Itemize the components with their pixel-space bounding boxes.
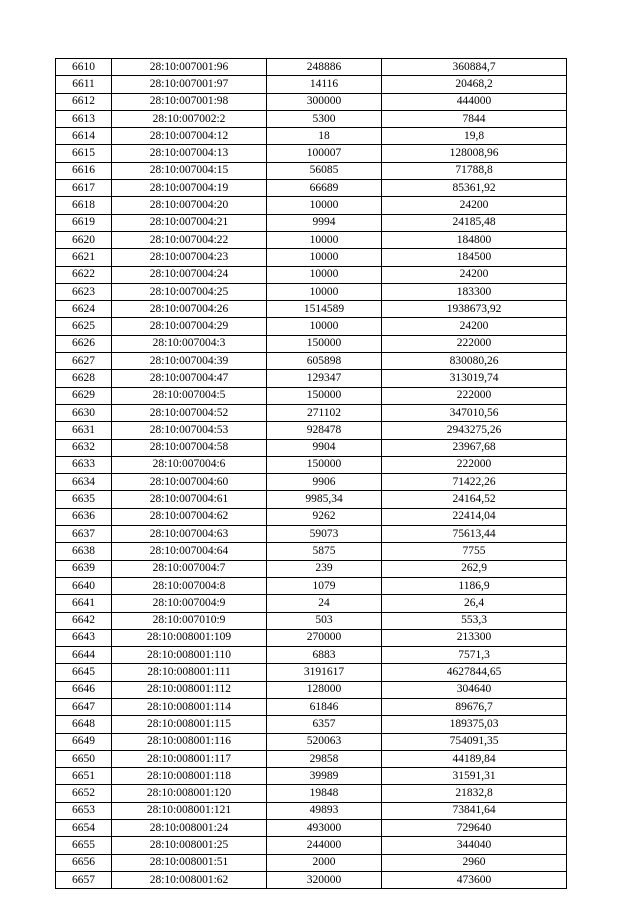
row-number-cell: 6629 (56, 387, 112, 404)
table-row (56, 820, 567, 837)
cadastral-number-cell: 28:10:008001:110 (112, 647, 267, 664)
table-row (56, 214, 567, 231)
value-cell: 24200 (382, 197, 567, 214)
row-number-cell: 6621 (56, 249, 112, 266)
cadastral-number-cell: 28:10:007010:9 (112, 612, 267, 629)
value-cell: 4627844,65 (382, 664, 567, 681)
area-cell: 18 (267, 128, 382, 145)
cadastral-number-cell: 28:10:007004:61 (112, 491, 267, 508)
area-cell: 49893 (267, 802, 382, 819)
row-number-cell: 6634 (56, 474, 112, 491)
table-row (56, 854, 567, 871)
row-number-cell: 6643 (56, 629, 112, 646)
cadastral-number-cell: 28:10:008001:109 (112, 629, 267, 646)
value-cell: 89676,7 (382, 698, 567, 715)
cadastral-number-cell: 28:10:008001:116 (112, 733, 267, 750)
row-number-cell: 6610 (56, 59, 112, 76)
table-row (56, 456, 567, 473)
table-row (56, 301, 567, 318)
table-row (56, 543, 567, 560)
table-row (56, 871, 567, 888)
area-cell: 150000 (267, 387, 382, 404)
value-cell: 183300 (382, 283, 567, 300)
area-cell: 150000 (267, 456, 382, 473)
area-cell: 928478 (267, 422, 382, 439)
area-cell: 10000 (267, 197, 382, 214)
value-cell: 313019,74 (382, 370, 567, 387)
cadastral-number-cell: 28:10:007004:21 (112, 214, 267, 231)
cadastral-number-cell: 28:10:008001:118 (112, 768, 267, 785)
area-cell: 3191617 (267, 664, 382, 681)
value-cell: 830080,26 (382, 353, 567, 370)
cadastral-number-cell: 28:10:007004:12 (112, 128, 267, 145)
table-row (56, 162, 567, 179)
value-cell: 24185,48 (382, 214, 567, 231)
table-row (56, 698, 567, 715)
value-cell: 2943275,26 (382, 422, 567, 439)
area-cell: 6357 (267, 716, 382, 733)
area-cell: 5875 (267, 543, 382, 560)
value-cell: 729640 (382, 820, 567, 837)
row-number-cell: 6616 (56, 162, 112, 179)
row-number-cell: 6617 (56, 180, 112, 197)
table-body (56, 59, 567, 889)
row-number-cell: 6655 (56, 837, 112, 854)
value-cell: 24164,52 (382, 491, 567, 508)
value-cell: 24200 (382, 266, 567, 283)
area-cell: 10000 (267, 231, 382, 248)
table-row (56, 802, 567, 819)
cadastral-number-cell: 28:10:008001:24 (112, 820, 267, 837)
row-number-cell: 6628 (56, 370, 112, 387)
value-cell: 2960 (382, 854, 567, 871)
area-cell: 605898 (267, 353, 382, 370)
value-cell: 222000 (382, 387, 567, 404)
value-cell: 85361,92 (382, 180, 567, 197)
value-cell: 22414,04 (382, 508, 567, 525)
value-cell: 20468,2 (382, 76, 567, 93)
value-cell: 553,3 (382, 612, 567, 629)
value-cell: 222000 (382, 456, 567, 473)
area-cell: 24 (267, 595, 382, 612)
cadastral-number-cell: 28:10:007004:15 (112, 162, 267, 179)
value-cell: 19,8 (382, 128, 567, 145)
row-number-cell: 6622 (56, 266, 112, 283)
row-number-cell: 6652 (56, 785, 112, 802)
value-cell: 189375,03 (382, 716, 567, 733)
value-cell: 1938673,92 (382, 301, 567, 318)
table-row (56, 785, 567, 802)
area-cell: 9906 (267, 474, 382, 491)
table-row (56, 612, 567, 629)
table-row (56, 526, 567, 543)
area-cell: 520063 (267, 733, 382, 750)
cadastral-number-cell: 28:10:007004:5 (112, 387, 267, 404)
area-cell: 239 (267, 560, 382, 577)
table-row (56, 76, 567, 93)
row-number-cell: 6646 (56, 681, 112, 698)
value-cell: 73841,64 (382, 802, 567, 819)
value-cell: 344040 (382, 837, 567, 854)
table-row (56, 335, 567, 352)
row-number-cell: 6611 (56, 76, 112, 93)
cadastral-number-cell: 28:10:008001:112 (112, 681, 267, 698)
row-number-cell: 6623 (56, 283, 112, 300)
cadastral-number-cell: 28:10:008001:121 (112, 802, 267, 819)
cadastral-number-cell: 28:10:007004:39 (112, 353, 267, 370)
value-cell: 23967,68 (382, 439, 567, 456)
table-row (56, 283, 567, 300)
table-row (56, 318, 567, 335)
cadastral-number-cell: 28:10:007004:60 (112, 474, 267, 491)
cadastral-number-cell: 28:10:007004:6 (112, 456, 267, 473)
value-cell: 213300 (382, 629, 567, 646)
table-row (56, 474, 567, 491)
table-row (56, 681, 567, 698)
value-cell: 7844 (382, 110, 567, 127)
row-number-cell: 6644 (56, 647, 112, 664)
table-row (56, 768, 567, 785)
cadastral-number-cell: 28:10:008001:51 (112, 854, 267, 871)
row-number-cell: 6657 (56, 871, 112, 888)
value-cell: 21832,8 (382, 785, 567, 802)
cadastral-number-cell: 28:10:007004:7 (112, 560, 267, 577)
data-table (55, 58, 567, 889)
row-number-cell: 6613 (56, 110, 112, 127)
cadastral-number-cell: 28:10:007004:8 (112, 577, 267, 594)
row-number-cell: 6651 (56, 768, 112, 785)
area-cell: 1514589 (267, 301, 382, 318)
cadastral-number-cell: 28:10:007004:13 (112, 145, 267, 162)
area-cell: 128000 (267, 681, 382, 698)
cadastral-number-cell: 28:10:007004:58 (112, 439, 267, 456)
table-row (56, 145, 567, 162)
value-cell: 44189,84 (382, 750, 567, 767)
table-row (56, 750, 567, 767)
cadastral-number-cell: 28:10:008001:120 (112, 785, 267, 802)
table-row (56, 733, 567, 750)
table-row (56, 439, 567, 456)
value-cell: 444000 (382, 93, 567, 110)
cadastral-number-cell: 28:10:007001:96 (112, 59, 267, 76)
row-number-cell: 6649 (56, 733, 112, 750)
cadastral-number-cell: 28:10:008001:117 (112, 750, 267, 767)
area-cell: 10000 (267, 283, 382, 300)
row-number-cell: 6618 (56, 197, 112, 214)
value-cell: 473600 (382, 871, 567, 888)
row-number-cell: 6638 (56, 543, 112, 560)
row-number-cell: 6639 (56, 560, 112, 577)
cadastral-number-cell: 28:10:007004:19 (112, 180, 267, 197)
cadastral-number-cell: 28:10:007004:24 (112, 266, 267, 283)
table-row (56, 629, 567, 646)
cadastral-number-cell: 28:10:007004:47 (112, 370, 267, 387)
cadastral-number-cell: 28:10:008001:114 (112, 698, 267, 715)
area-cell: 10000 (267, 249, 382, 266)
area-cell: 100007 (267, 145, 382, 162)
area-cell: 19848 (267, 785, 382, 802)
table-row (56, 197, 567, 214)
value-cell: 71788,8 (382, 162, 567, 179)
table-row (56, 837, 567, 854)
area-cell: 10000 (267, 266, 382, 283)
table-row (56, 110, 567, 127)
cadastral-number-cell: 28:10:007004:26 (112, 301, 267, 318)
row-number-cell: 6636 (56, 508, 112, 525)
cadastral-number-cell: 28:10:007004:62 (112, 508, 267, 525)
table-row (56, 387, 567, 404)
row-number-cell: 6640 (56, 577, 112, 594)
value-cell: 75613,44 (382, 526, 567, 543)
cadastral-number-cell: 28:10:007001:98 (112, 93, 267, 110)
area-cell: 10000 (267, 318, 382, 335)
area-cell: 56085 (267, 162, 382, 179)
row-number-cell: 6614 (56, 128, 112, 145)
table-row (56, 370, 567, 387)
table-row (56, 560, 567, 577)
area-cell: 59073 (267, 526, 382, 543)
cadastral-number-cell: 28:10:007002:2 (112, 110, 267, 127)
area-cell: 248886 (267, 59, 382, 76)
area-cell: 5300 (267, 110, 382, 127)
row-number-cell: 6637 (56, 526, 112, 543)
table-row (56, 664, 567, 681)
row-number-cell: 6650 (56, 750, 112, 767)
table-row (56, 577, 567, 594)
value-cell: 262,9 (382, 560, 567, 577)
area-cell: 503 (267, 612, 382, 629)
table-row (56, 595, 567, 612)
cadastral-number-cell: 28:10:008001:25 (112, 837, 267, 854)
area-cell: 9994 (267, 214, 382, 231)
value-cell: 7571,3 (382, 647, 567, 664)
cadastral-number-cell: 28:10:007004:52 (112, 404, 267, 421)
row-number-cell: 6627 (56, 353, 112, 370)
cadastral-number-cell: 28:10:007004:29 (112, 318, 267, 335)
cadastral-number-cell: 28:10:007004:53 (112, 422, 267, 439)
row-number-cell: 6656 (56, 854, 112, 871)
value-cell: 304640 (382, 681, 567, 698)
value-cell: 1186,9 (382, 577, 567, 594)
row-number-cell: 6630 (56, 404, 112, 421)
value-cell: 24200 (382, 318, 567, 335)
cadastral-number-cell: 28:10:007004:63 (112, 526, 267, 543)
area-cell: 271102 (267, 404, 382, 421)
value-cell: 754091,35 (382, 733, 567, 750)
table-row (56, 249, 567, 266)
cadastral-number-cell: 28:10:008001:111 (112, 664, 267, 681)
area-cell: 39989 (267, 768, 382, 785)
table-row (56, 508, 567, 525)
row-number-cell: 6635 (56, 491, 112, 508)
table-row (56, 716, 567, 733)
table-row (56, 59, 567, 76)
cadastral-number-cell: 28:10:008001:62 (112, 871, 267, 888)
area-cell: 9262 (267, 508, 382, 525)
cadastral-number-cell: 28:10:007004:25 (112, 283, 267, 300)
area-cell: 270000 (267, 629, 382, 646)
area-cell: 2000 (267, 854, 382, 871)
row-number-cell: 6654 (56, 820, 112, 837)
table-row (56, 353, 567, 370)
table-row (56, 93, 567, 110)
row-number-cell: 6624 (56, 301, 112, 318)
row-number-cell: 6631 (56, 422, 112, 439)
value-cell: 222000 (382, 335, 567, 352)
row-number-cell: 6633 (56, 456, 112, 473)
value-cell: 26,4 (382, 595, 567, 612)
row-number-cell: 6653 (56, 802, 112, 819)
value-cell: 347010,56 (382, 404, 567, 421)
row-number-cell: 6647 (56, 698, 112, 715)
table-row (56, 491, 567, 508)
table-row (56, 231, 567, 248)
area-cell: 9985,34 (267, 491, 382, 508)
table-row (56, 422, 567, 439)
table-row (56, 404, 567, 421)
cadastral-number-cell: 28:10:007004:9 (112, 595, 267, 612)
value-cell: 184800 (382, 231, 567, 248)
value-cell: 360884,7 (382, 59, 567, 76)
row-number-cell: 6626 (56, 335, 112, 352)
area-cell: 1079 (267, 577, 382, 594)
row-number-cell: 6625 (56, 318, 112, 335)
area-cell: 61846 (267, 698, 382, 715)
table-row (56, 180, 567, 197)
row-number-cell: 6648 (56, 716, 112, 733)
area-cell: 6883 (267, 647, 382, 664)
row-number-cell: 6641 (56, 595, 112, 612)
value-cell: 184500 (382, 249, 567, 266)
cadastral-number-cell: 28:10:007004:23 (112, 249, 267, 266)
row-number-cell: 6632 (56, 439, 112, 456)
row-number-cell: 6619 (56, 214, 112, 231)
area-cell: 150000 (267, 335, 382, 352)
area-cell: 244000 (267, 837, 382, 854)
area-cell: 29858 (267, 750, 382, 767)
area-cell: 300000 (267, 93, 382, 110)
cadastral-number-cell: 28:10:007004:20 (112, 197, 267, 214)
area-cell: 9904 (267, 439, 382, 456)
cadastral-number-cell: 28:10:007004:3 (112, 335, 267, 352)
row-number-cell: 6645 (56, 664, 112, 681)
cadastral-number-cell: 28:10:007004:22 (112, 231, 267, 248)
area-cell: 14116 (267, 76, 382, 93)
row-number-cell: 6620 (56, 231, 112, 248)
value-cell: 7755 (382, 543, 567, 560)
cadastral-number-cell: 28:10:008001:115 (112, 716, 267, 733)
value-cell: 71422,26 (382, 474, 567, 491)
area-cell: 129347 (267, 370, 382, 387)
row-number-cell: 6615 (56, 145, 112, 162)
cadastral-number-cell: 28:10:007004:64 (112, 543, 267, 560)
table-row (56, 128, 567, 145)
table-row (56, 647, 567, 664)
area-cell: 320000 (267, 871, 382, 888)
area-cell: 493000 (267, 820, 382, 837)
area-cell: 66689 (267, 180, 382, 197)
row-number-cell: 6642 (56, 612, 112, 629)
row-number-cell: 6612 (56, 93, 112, 110)
value-cell: 31591,31 (382, 768, 567, 785)
table-row (56, 266, 567, 283)
value-cell: 128008,96 (382, 145, 567, 162)
cadastral-number-cell: 28:10:007001:97 (112, 76, 267, 93)
